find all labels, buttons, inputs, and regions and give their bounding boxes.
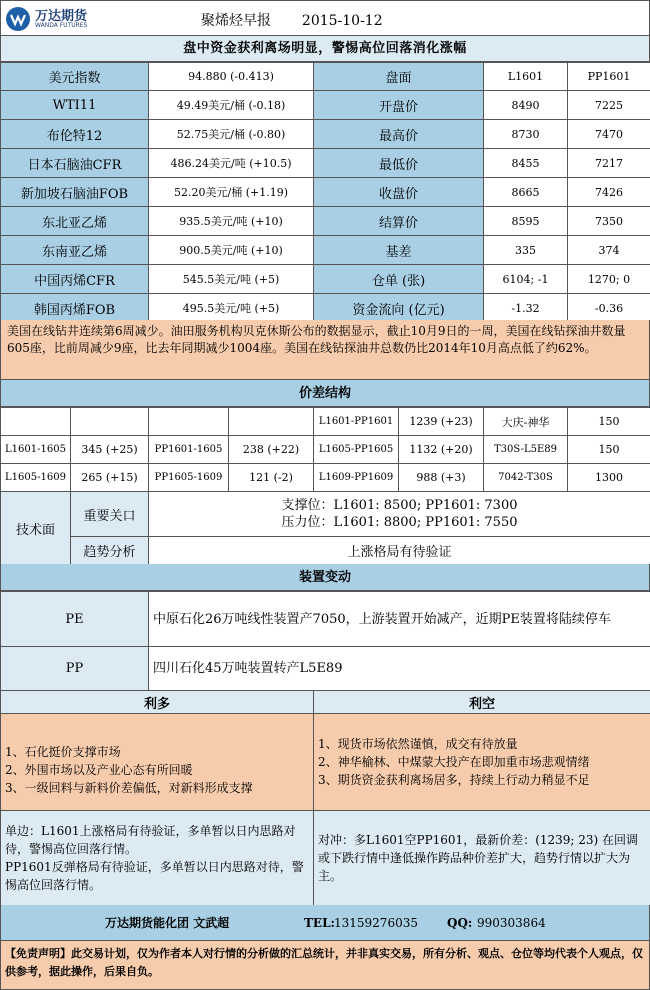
spread-row-2	[1, 436, 650, 464]
pp1601-value: 7217	[568, 149, 650, 178]
l1601-value: 8730	[484, 120, 568, 149]
indicator-name: 东南亚乙烯	[1, 236, 149, 265]
spread-title: 价差结构	[0, 380, 650, 407]
report-date: 2015-10-12	[301, 13, 383, 29]
spread-row-1	[1, 408, 650, 436]
l1601-value: 6104; -1	[484, 265, 568, 294]
quote-label: 资金流向 (亿元)	[314, 294, 484, 323]
spread-value: 265 (+15)	[71, 464, 149, 492]
market-row	[1, 294, 650, 323]
spread-pair-label: PP1601-1605	[149, 436, 229, 464]
headline: 盘中资金获利离场明显，警惕高位回落消化涨幅	[0, 36, 650, 62]
indicator-value: 52.20美元/桶 (+1.19)	[149, 178, 314, 207]
logo-icon	[5, 6, 31, 32]
tech-table	[0, 491, 650, 565]
footer-contact	[0, 905, 650, 941]
indicator-value: 49.49美元/桶 (-0.18)	[149, 91, 314, 120]
l1601-value: 8455	[484, 149, 568, 178]
spread-cell	[149, 408, 229, 436]
quote-label: 最高价	[314, 120, 484, 149]
market-row	[1, 207, 650, 236]
bear-title: 利空	[314, 691, 650, 714]
quote-label: 开盘价	[314, 91, 484, 120]
spread-value: 1132 (+20)	[399, 436, 484, 464]
news-paragraph: 美国在线钻井连续第6周减少。油田服务机构贝克休斯公布的数据显示，截止10月9日的一周，美国在线钻探油井数量605座，比前周减少9座，比去年同期减少1004座。美国在线钻探油井总数仍比2014年10月高点低了约62%。	[0, 320, 650, 380]
indicator-name: 布伦特12	[1, 120, 149, 149]
footer-tel: 13159276035	[334, 916, 418, 930]
disclaimer: 【免责声明】此交易计划，仅为作者本人对行情的分析做的汇总统计，并非真实交易，所有分析、观点、仓位等均代表个人观点，仅供参考，据此操作，后果自负。	[0, 941, 650, 990]
header-bar	[0, 0, 650, 36]
spread-pair-label: T30S-L5E89	[484, 436, 568, 464]
single-strategy: 单边：L1601上涨格局有待验证，多单暂以日内思路对待，警惕高位回落行情。 PP1601反弹格局有待验证，多单暂以日内思路对待，警惕高位回落行情。	[1, 811, 314, 906]
spread-cell	[229, 408, 314, 436]
indicator-name: 韩国丙烯FOB	[1, 294, 149, 323]
market-row	[1, 91, 650, 120]
indicator-value: 52.75美元/桶 (-0.80)	[149, 120, 314, 149]
pp1601-value: 7470	[568, 120, 650, 149]
indicator-name: 美元指数	[1, 63, 149, 91]
tech-label: 技术面	[1, 492, 71, 565]
spread-value: 238 (+22)	[229, 436, 314, 464]
spread-value: 988 (+3)	[399, 464, 484, 492]
indicator-value: 545.5美元/吨 (+5)	[149, 265, 314, 294]
report-title	[201, 10, 383, 30]
indicator-value: 900.5美元/吨 (+10)	[149, 236, 314, 265]
quote-label: 最低价	[314, 149, 484, 178]
market-table	[0, 62, 650, 323]
spread-table	[0, 407, 650, 492]
spread-pair-label: L1605-PP1605	[314, 436, 399, 464]
spread-pair-label: PP1605-1609	[149, 464, 229, 492]
pp1601-value: 7350	[568, 207, 650, 236]
spread-value: 345 (+25)	[71, 436, 149, 464]
spread-value: 150	[568, 436, 650, 464]
logo-text-cn: 万达期货	[35, 9, 88, 24]
pe-label: PE	[1, 592, 149, 647]
trend-text: 上涨格局有待验证	[149, 537, 650, 565]
footer-qq-label: QQ:	[447, 916, 473, 930]
footer-author: 万达期货能化团 文武超	[105, 916, 230, 930]
pp1601-value: 374	[568, 236, 650, 265]
spread-row-3	[1, 464, 650, 492]
resistance-level: 压力位：L1601: 8800; PP1601: 7550	[281, 515, 518, 530]
hedge-strategy: 对冲：多L1601空PP1601，最新价差：(1239; 23) 在回调或下跌行情中逢低操作跨品种价差扩大，趋势行情以扩大为主。	[314, 811, 650, 906]
spread-pair-label: L1605-1609	[1, 464, 71, 492]
market-row	[1, 236, 650, 265]
l1601-value: 8490	[484, 91, 568, 120]
market-row	[1, 120, 650, 149]
quote-label: 盘面	[314, 63, 484, 91]
spread-value: 121 (-2)	[229, 464, 314, 492]
indicator-value: 94.880 (-0.413)	[149, 63, 314, 91]
indicator-value: 486.24美元/吨 (+10.5)	[149, 149, 314, 178]
pp1601-value: 7426	[568, 178, 650, 207]
market-row	[1, 63, 650, 91]
pp1601-value: 7225	[568, 91, 650, 120]
pp-label: PP	[1, 647, 149, 691]
pp-text: 四川石化45万吨装置转产L5E89	[149, 647, 650, 691]
trend-label: 趋势分析	[71, 537, 149, 565]
pp1601-value: 1270; 0	[568, 265, 650, 294]
indicator-value: 495.5美元/吨 (+5)	[149, 294, 314, 323]
indicator-name: 新加坡石脑油FOB	[1, 178, 149, 207]
bull-text: 1、石化挺价支撑市场 2、外围市场以及产业心态有所回暖 3、一级回料与新料价差偏低，对新料形成支撑	[1, 714, 314, 811]
spread-value: 1300	[568, 464, 650, 492]
l1601-value: 8665	[484, 178, 568, 207]
report-name: 聚烯烃早报	[201, 13, 271, 29]
pp1601-value: -0.36	[568, 294, 650, 323]
footer-qq: 990303864	[477, 916, 546, 930]
quote-label: 仓单 (张)	[314, 265, 484, 294]
market-row	[1, 178, 650, 207]
quote-label: 收盘价	[314, 178, 484, 207]
bull-bear-table	[0, 690, 650, 906]
quote-label: 基差	[314, 236, 484, 265]
indicator-name: WTI11	[1, 91, 149, 120]
key-levels	[149, 492, 650, 537]
logo-text-en: WANDA FUTURES	[35, 22, 88, 29]
spread-pair-label: 7042-T30S	[484, 464, 568, 492]
l1601-value: 335	[484, 236, 568, 265]
spread-pair-label: L1609-PP1609	[314, 464, 399, 492]
market-row	[1, 149, 650, 178]
l1601-value: -1.32	[484, 294, 568, 323]
spread-value: 150	[568, 408, 650, 436]
spread-cell	[71, 408, 149, 436]
spread-value: 1239 (+23)	[399, 408, 484, 436]
indicator-name: 中国丙烯CFR	[1, 265, 149, 294]
l1601-value: 8595	[484, 207, 568, 236]
device-title: 装置变动	[0, 564, 650, 591]
indicator-name: 东北亚乙烯	[1, 207, 149, 236]
l1601-value: L1601	[484, 63, 568, 91]
spread-pair-label: 大庆-神华	[484, 408, 568, 436]
market-row	[1, 265, 650, 294]
spread-cell	[1, 408, 71, 436]
key-level-label: 重要关口	[71, 492, 149, 537]
support-level: 支撑位：L1601: 8500; PP1601: 7300	[281, 498, 518, 513]
device-table	[0, 591, 650, 691]
indicator-name: 日本石脑油CFR	[1, 149, 149, 178]
spread-pair-label: L1601-1605	[1, 436, 71, 464]
footer-tel-label: TEL:	[304, 916, 335, 930]
pe-text: 中原石化26万吨线性装置产7050，上游装置开始减产，近期PE装置将陆续停车	[149, 592, 650, 647]
indicator-value: 935.5美元/吨 (+10)	[149, 207, 314, 236]
bear-text: 1、现货市场依然谨慎，成交有待放量 2、神华榆林、中煤蒙大投产在即加重市场悲观情绪 3、期货资金获利离场居多，持续上行动力稍显不足	[314, 714, 650, 811]
spread-pair-label: L1601-PP1601	[314, 408, 399, 436]
bull-title: 利多	[1, 691, 314, 714]
company-logo	[5, 4, 125, 34]
pp1601-value: PP1601	[568, 63, 650, 91]
quote-label: 结算价	[314, 207, 484, 236]
